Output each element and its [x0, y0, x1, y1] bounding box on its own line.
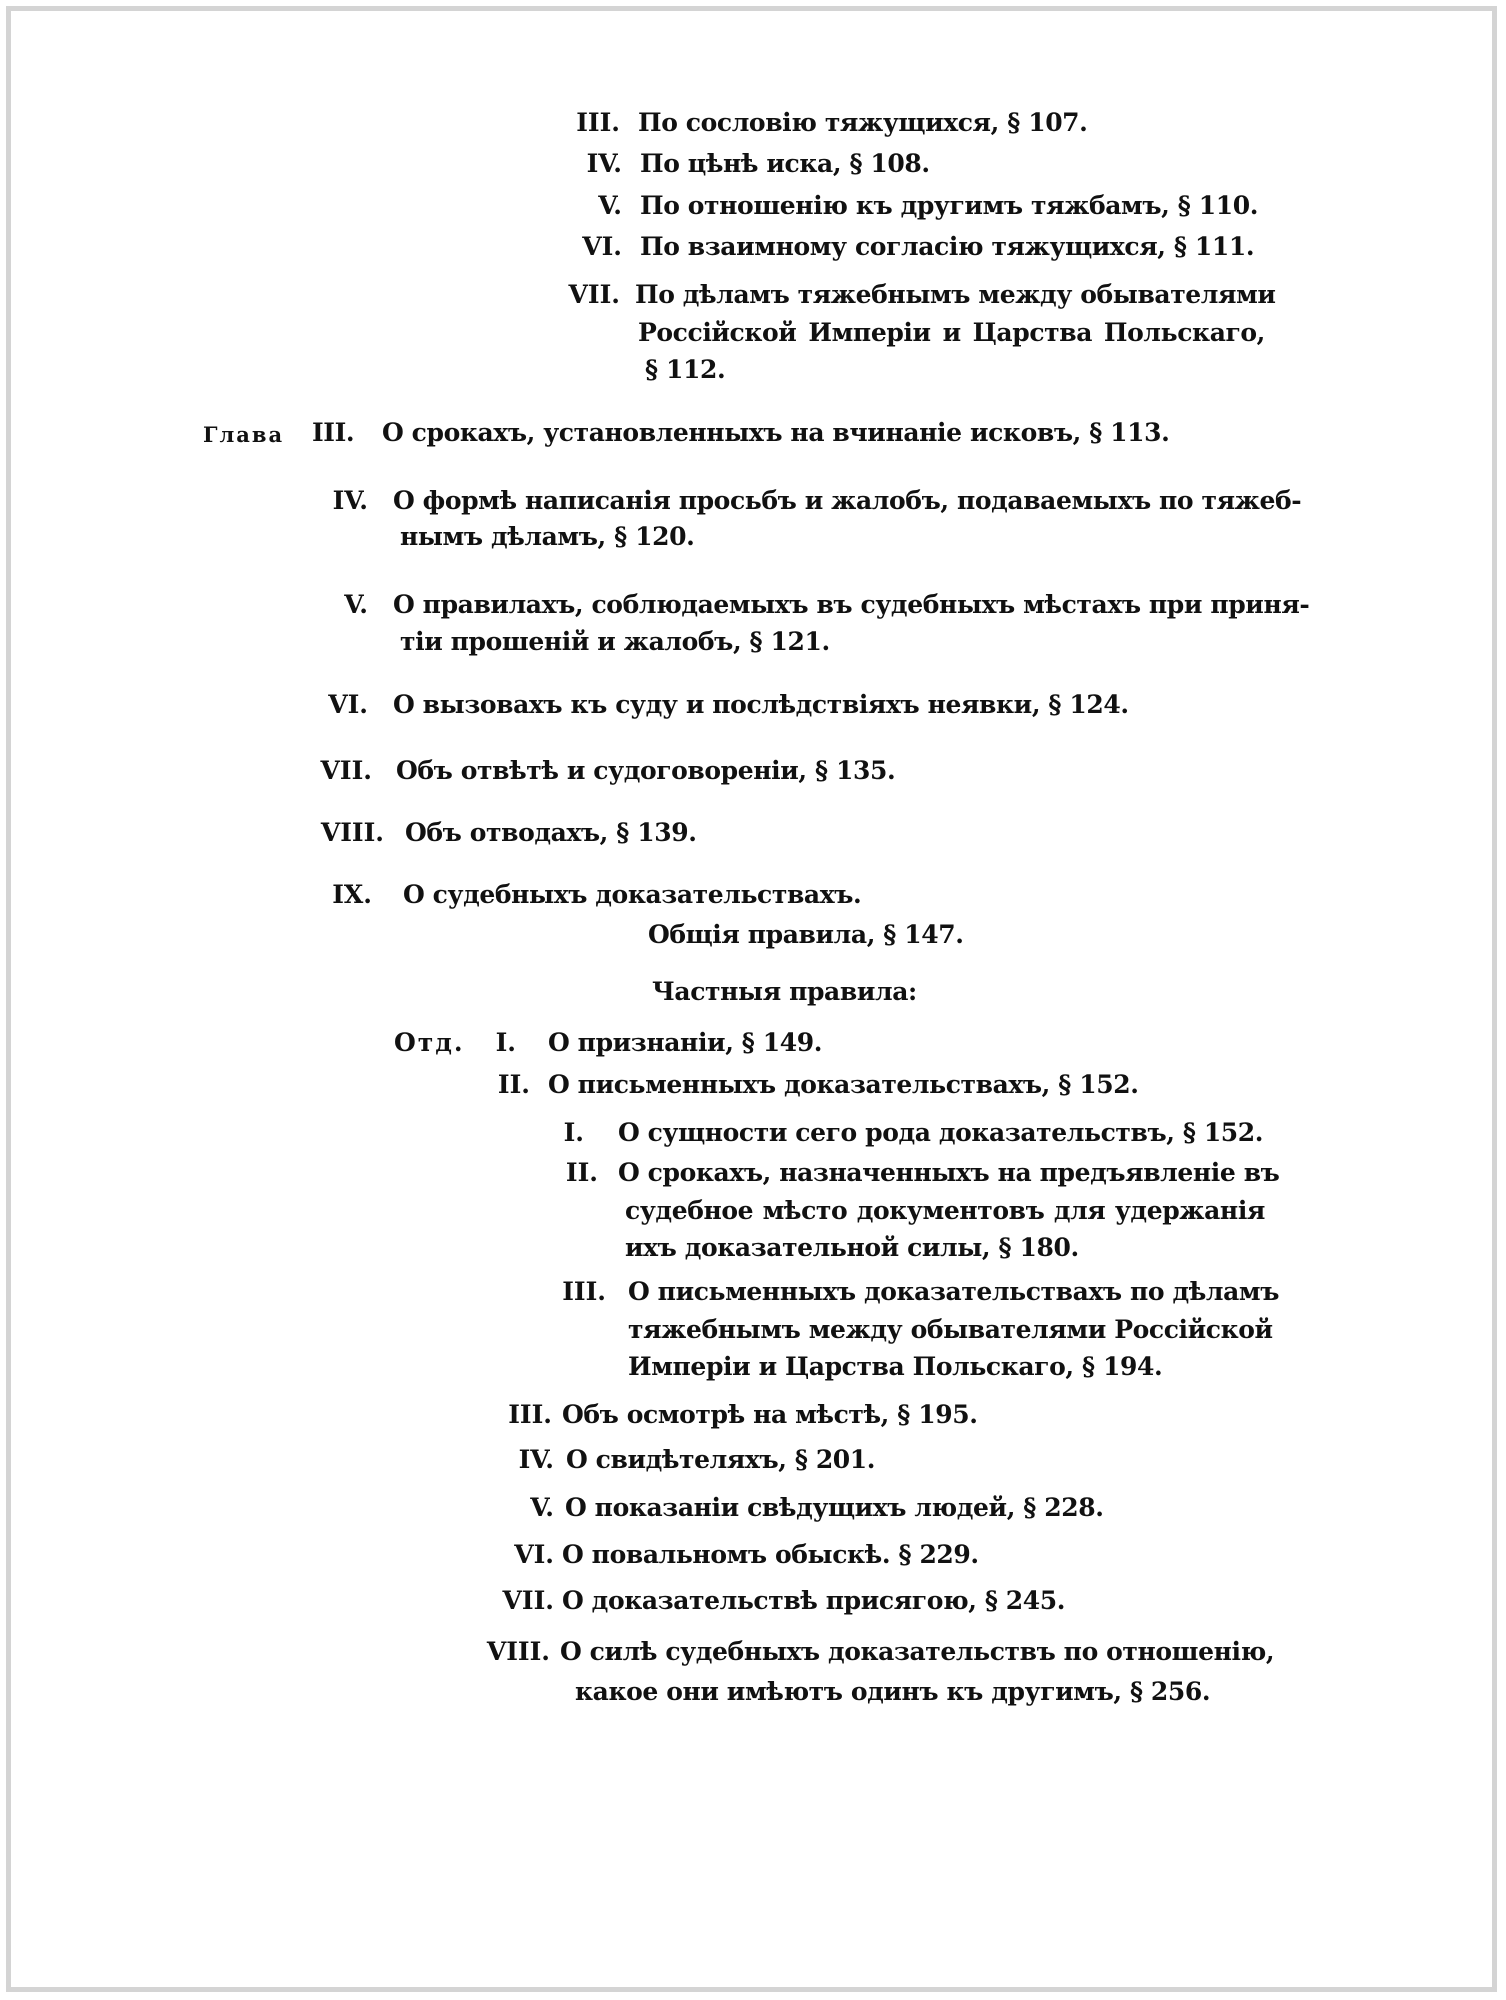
subsection-number: III. — [562, 1277, 606, 1306]
section-title: О показаніи свѣдущихъ людей, § 228. — [565, 1493, 1104, 1522]
section-number: III. — [508, 1400, 552, 1429]
subsection-title: О сущности сего рода доказательствъ, § 152. — [618, 1118, 1264, 1147]
item-text: По взаимному согласію тяжущихся, § 111. — [640, 232, 1255, 261]
item-text: § 112. — [645, 355, 726, 384]
chapter-title: Объ отводахъ, § 139. — [405, 818, 697, 847]
chapter-number: VII. — [320, 756, 372, 785]
section-title: О доказательствѣ присягою, § 245. — [562, 1586, 1066, 1615]
item-text: По дѣламъ тяжебнымъ между обывателями — [635, 280, 1276, 309]
chapter-title: нымъ дѣламъ, § 120. — [400, 522, 695, 551]
chapter-title: Объ отвѣтѣ и судоговореніи, § 135. — [396, 756, 896, 785]
section-label: Отд. — [394, 1028, 465, 1057]
chapter-number: IX. — [332, 880, 372, 909]
chapter-number: III. — [312, 418, 355, 447]
chapter-title: О срокахъ, установленныхъ на вчинаніе исковъ, § 113. — [382, 418, 1170, 447]
section-number: VIII. — [486, 1637, 550, 1666]
chapter-number: IV. — [332, 486, 368, 515]
subsection-number: I. — [563, 1118, 584, 1147]
item-text: По сословію тяжущихся, § 107. — [638, 108, 1088, 137]
item-text: Россійской Имперіи и Царства Польскаго, — [638, 318, 1265, 347]
chapter-title: О правилахъ, соблюдаемыхъ въ судебныхъ мѣстахъ при приня- — [393, 590, 1310, 619]
section-title: О признаніи, § 149. — [548, 1028, 823, 1057]
subsection-title: тяжебнымъ между обывателями Россійской — [628, 1315, 1273, 1344]
chapter-label: Глава — [203, 422, 285, 447]
chapter-title: О формѣ написанія просьбъ и жалобъ, подаваемыхъ по тяжеб- — [393, 486, 1302, 515]
item-text: По отношенію къ другимъ тяжбамъ, § 110. — [640, 191, 1259, 220]
subsection-title: О срокахъ, назначенныхъ на предъявленіе въ — [618, 1158, 1280, 1187]
item-number: III. — [576, 108, 620, 137]
section-number: I. — [495, 1028, 516, 1057]
section-number: VI. — [514, 1540, 554, 1569]
subsection-title: Имперіи и Царства Польскаго, § 194. — [628, 1352, 1163, 1381]
chapter-title: О вызовахъ къ суду и послѣдствіяхъ неявки, § 124. — [393, 690, 1129, 719]
subsection-title: судебное мѣсто документовъ для удержанія — [625, 1196, 1265, 1225]
section-title: О повальномъ обыскѣ. § 229. — [562, 1540, 979, 1569]
chapter-title: тіи прошеній и жалобъ, § 121. — [400, 627, 830, 656]
section-title: какое они имѣютъ одинъ къ другимъ, § 256. — [575, 1677, 1211, 1706]
subsection-number: II. — [565, 1158, 598, 1187]
item-number: VI. — [582, 232, 622, 261]
chapter-title: О судебныхъ доказательствахъ. — [403, 880, 862, 909]
item-number: V. — [598, 191, 622, 220]
chapter-number: V. — [344, 590, 368, 619]
subsection-title: ихъ доказательной силы, § 180. — [625, 1233, 1079, 1262]
general-rules-heading: Общія правила, § 147. — [648, 920, 964, 949]
subsection-title: О письменныхъ доказательствахъ по дѣламъ — [628, 1277, 1280, 1306]
section-title: О силѣ судебныхъ доказательствъ по отношенію, — [560, 1637, 1275, 1666]
section-number: VII. — [502, 1586, 554, 1615]
item-number: IV. — [586, 149, 622, 178]
section-title: Объ осмотрѣ на мѣстѣ, § 195. — [562, 1400, 978, 1429]
section-number: II. — [497, 1070, 530, 1099]
particular-rules-heading: Частныя правила: — [652, 977, 917, 1006]
chapter-number: VI. — [328, 690, 368, 719]
item-number: VII. — [568, 280, 620, 309]
section-number: IV. — [518, 1445, 554, 1474]
section-title: О свидѣтеляхъ, § 201. — [566, 1445, 876, 1474]
chapter-number: VIII. — [320, 818, 384, 847]
section-title: О письменныхъ доказательствахъ, § 152. — [548, 1070, 1139, 1099]
item-text: По цѣнѣ иска, § 108. — [640, 149, 930, 178]
section-number: V. — [530, 1493, 554, 1522]
